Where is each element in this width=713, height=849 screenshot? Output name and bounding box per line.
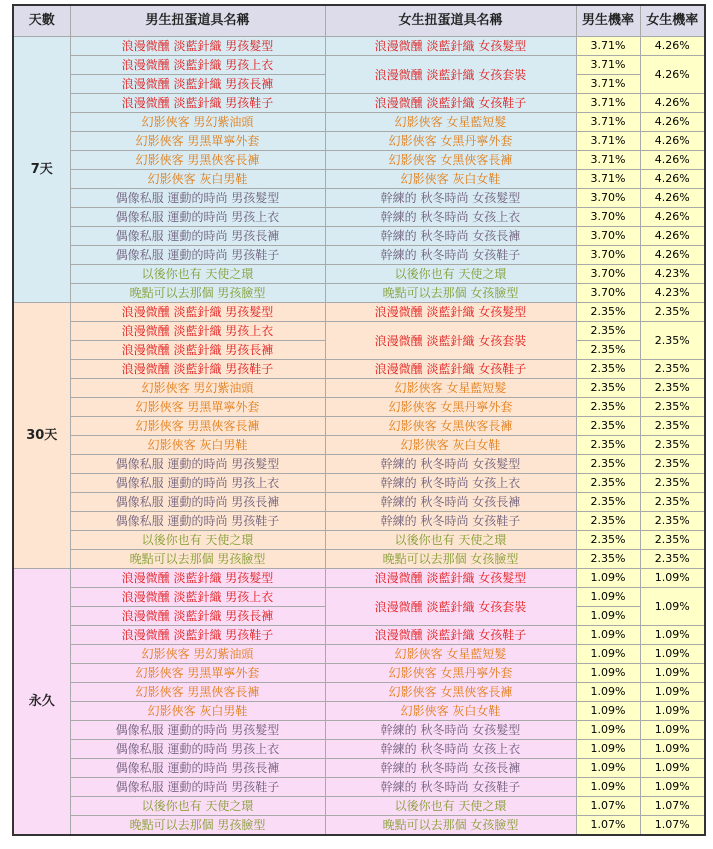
male-rate: 1.09%	[576, 702, 640, 721]
female-rate: 2.35%	[640, 436, 705, 455]
table-row	[13, 550, 705, 569]
table-row	[13, 56, 705, 75]
male-item-name: 幻影俠客 男黑單寧外套	[70, 132, 325, 151]
male-rate: 2.35%	[576, 341, 640, 360]
female-item-name: 幻影俠客 女黑俠客長褲	[325, 151, 576, 170]
female-rate: 2.35%	[640, 493, 705, 512]
male-item-name: 偶像私服 運動的時尚 男孩鞋子	[70, 778, 325, 797]
female-item-name: 浪漫微醺 淡藍針織 女孩套裝	[325, 56, 576, 94]
female-rate: 1.09%	[640, 683, 705, 702]
table-row	[13, 417, 705, 436]
male-rate: 1.09%	[576, 683, 640, 702]
male-rate: 2.35%	[576, 379, 640, 398]
female-item-name: 幻影俠客 女黑丹寧外套	[325, 132, 576, 151]
male-rate: 1.09%	[576, 588, 640, 607]
female-rate: 2.35%	[640, 550, 705, 569]
male-rate: 1.09%	[576, 607, 640, 626]
table-body	[13, 37, 705, 836]
male-item-name: 偶像私服 運動的時尚 男孩鞋子	[70, 512, 325, 531]
table-row	[13, 702, 705, 721]
female-item-name: 晚點可以去那個 女孩臉型	[325, 284, 576, 303]
female-rate: 1.09%	[640, 569, 705, 588]
female-item-name: 浪漫微醺 淡藍針織 女孩髮型	[325, 303, 576, 322]
male-item-name: 以後你也有 天使之環	[70, 797, 325, 816]
male-item-name: 浪漫微醺 淡藍針織 男孩上衣	[70, 56, 325, 75]
table-row	[13, 246, 705, 265]
table-row	[13, 360, 705, 379]
male-item-name: 晚點可以去那個 男孩臉型	[70, 816, 325, 836]
female-rate: 2.35%	[640, 322, 705, 360]
female-item-name: 浪漫微醺 淡藍針織 女孩套裝	[325, 322, 576, 360]
male-rate: 3.71%	[576, 56, 640, 75]
table-row	[13, 284, 705, 303]
female-item-name: 以後你也有 天使之環	[325, 797, 576, 816]
female-item-name: 幹練的 秋冬時尚 女孩長褲	[325, 759, 576, 778]
table-row	[13, 759, 705, 778]
table-row	[13, 37, 705, 56]
female-item-name: 浪漫微醺 淡藍針織 女孩鞋子	[325, 626, 576, 645]
female-rate: 1.09%	[640, 645, 705, 664]
male-item-name: 偶像私服 運動的時尚 男孩上衣	[70, 208, 325, 227]
female-rate: 4.23%	[640, 265, 705, 284]
male-rate: 2.35%	[576, 360, 640, 379]
duration-label: 永久	[13, 569, 70, 836]
table-row	[13, 94, 705, 113]
female-item-name: 晚點可以去那個 女孩臉型	[325, 550, 576, 569]
male-item-name: 浪漫微醺 淡藍針織 男孩鞋子	[70, 94, 325, 113]
male-item-name: 幻影俠客 灰白男鞋	[70, 436, 325, 455]
male-item-name: 偶像私服 運動的時尚 男孩長褲	[70, 227, 325, 246]
female-rate: 1.09%	[640, 759, 705, 778]
male-rate: 3.71%	[576, 37, 640, 56]
female-rate: 4.23%	[640, 284, 705, 303]
header-days: 天數	[13, 5, 70, 37]
male-item-name: 浪漫微醺 淡藍針織 男孩長褲	[70, 607, 325, 626]
male-rate: 1.09%	[576, 645, 640, 664]
table-row	[13, 474, 705, 493]
table-row	[13, 493, 705, 512]
female-item-name: 幻影俠客 女黑俠客長褲	[325, 417, 576, 436]
female-item-name: 浪漫微醺 淡藍針織 女孩髮型	[325, 37, 576, 56]
male-item-name: 幻影俠客 男幻紫油頭	[70, 379, 325, 398]
table-row	[13, 531, 705, 550]
table-row	[13, 379, 705, 398]
female-rate: 4.26%	[640, 113, 705, 132]
female-rate: 4.26%	[640, 208, 705, 227]
male-rate: 3.71%	[576, 132, 640, 151]
table-row	[13, 588, 705, 607]
table-row	[13, 132, 705, 151]
male-rate: 2.35%	[576, 436, 640, 455]
female-item-name: 幻影俠客 灰白女鞋	[325, 170, 576, 189]
female-rate: 4.26%	[640, 94, 705, 113]
table-row	[13, 721, 705, 740]
female-item-name: 浪漫微醺 淡藍針織 女孩鞋子	[325, 360, 576, 379]
male-rate: 3.71%	[576, 113, 640, 132]
female-rate: 2.35%	[640, 474, 705, 493]
male-rate: 3.70%	[576, 227, 640, 246]
male-rate: 3.71%	[576, 75, 640, 94]
table-row	[13, 664, 705, 683]
male-item-name: 偶像私服 運動的時尚 男孩鞋子	[70, 246, 325, 265]
table-row	[13, 797, 705, 816]
table-row	[13, 303, 705, 322]
male-rate: 1.09%	[576, 626, 640, 645]
female-rate: 2.35%	[640, 303, 705, 322]
table-row	[13, 645, 705, 664]
female-rate: 2.35%	[640, 531, 705, 550]
table-row	[13, 398, 705, 417]
female-rate: 1.07%	[640, 816, 705, 836]
table-row	[13, 113, 705, 132]
male-item-name: 偶像私服 運動的時尚 男孩髮型	[70, 455, 325, 474]
table-row	[13, 569, 705, 588]
female-item-name: 幹練的 秋冬時尚 女孩長褲	[325, 493, 576, 512]
male-item-name: 偶像私服 運動的時尚 男孩上衣	[70, 740, 325, 759]
table-row	[13, 778, 705, 797]
female-rate: 2.35%	[640, 512, 705, 531]
male-item-name: 偶像私服 運動的時尚 男孩髮型	[70, 189, 325, 208]
header-female-item: 女生扭蛋道具名稱	[325, 5, 576, 37]
female-item-name: 幹練的 秋冬時尚 女孩髮型	[325, 455, 576, 474]
male-item-name: 幻影俠客 男黑俠客長褲	[70, 417, 325, 436]
female-rate: 2.35%	[640, 360, 705, 379]
female-rate: 1.09%	[640, 778, 705, 797]
male-rate: 1.09%	[576, 721, 640, 740]
header-row	[13, 5, 705, 37]
female-item-name: 幻影俠客 女星藍短髮	[325, 113, 576, 132]
male-item-name: 偶像私服 運動的時尚 男孩長褲	[70, 493, 325, 512]
header-male-item: 男生扭蛋道具名稱	[70, 5, 325, 37]
male-rate: 1.07%	[576, 797, 640, 816]
male-rate: 1.09%	[576, 759, 640, 778]
male-item-name: 偶像私服 運動的時尚 男孩髮型	[70, 721, 325, 740]
female-item-name: 幹練的 秋冬時尚 女孩髮型	[325, 721, 576, 740]
female-item-name: 幹練的 秋冬時尚 女孩長褲	[325, 227, 576, 246]
male-item-name: 浪漫微醺 淡藍針織 男孩長褲	[70, 341, 325, 360]
male-item-name: 浪漫微醺 淡藍針織 男孩髮型	[70, 37, 325, 56]
male-rate: 2.35%	[576, 303, 640, 322]
female-rate: 4.26%	[640, 56, 705, 94]
male-rate: 3.70%	[576, 246, 640, 265]
female-item-name: 幹練的 秋冬時尚 女孩鞋子	[325, 512, 576, 531]
male-rate: 1.09%	[576, 569, 640, 588]
female-rate: 4.26%	[640, 151, 705, 170]
male-rate: 3.70%	[576, 208, 640, 227]
male-rate: 1.07%	[576, 816, 640, 836]
table-row	[13, 626, 705, 645]
table-row	[13, 322, 705, 341]
female-rate: 4.26%	[640, 170, 705, 189]
female-item-name: 浪漫微醺 淡藍針織 女孩套裝	[325, 588, 576, 626]
table-row	[13, 436, 705, 455]
male-item-name: 浪漫微醺 淡藍針織 男孩髮型	[70, 303, 325, 322]
female-item-name: 幻影俠客 女黑俠客長褲	[325, 683, 576, 702]
female-rate: 1.09%	[640, 702, 705, 721]
male-item-name: 浪漫微醺 淡藍針織 男孩長褲	[70, 75, 325, 94]
female-rate: 2.35%	[640, 417, 705, 436]
female-item-name: 幹練的 秋冬時尚 女孩上衣	[325, 208, 576, 227]
male-rate: 1.09%	[576, 740, 640, 759]
female-rate: 2.35%	[640, 398, 705, 417]
female-rate: 1.09%	[640, 721, 705, 740]
female-rate: 4.26%	[640, 227, 705, 246]
male-item-name: 幻影俠客 男幻紫油頭	[70, 645, 325, 664]
male-item-name: 浪漫微醺 淡藍針織 男孩上衣	[70, 322, 325, 341]
male-rate: 1.09%	[576, 664, 640, 683]
male-item-name: 浪漫微醺 淡藍針織 男孩鞋子	[70, 626, 325, 645]
male-item-name: 幻影俠客 男黑俠客長褲	[70, 683, 325, 702]
gacha-probability-table	[12, 4, 706, 836]
table-row	[13, 740, 705, 759]
female-item-name: 以後你也有 天使之環	[325, 531, 576, 550]
male-rate: 2.35%	[576, 474, 640, 493]
male-rate: 1.09%	[576, 778, 640, 797]
female-rate: 2.35%	[640, 455, 705, 474]
male-rate: 3.71%	[576, 151, 640, 170]
table-row	[13, 151, 705, 170]
male-item-name: 浪漫微醺 淡藍針織 男孩髮型	[70, 569, 325, 588]
female-item-name: 幹練的 秋冬時尚 女孩上衣	[325, 740, 576, 759]
table-row	[13, 816, 705, 836]
female-rate: 1.09%	[640, 664, 705, 683]
female-item-name: 幻影俠客 女黑丹寧外套	[325, 398, 576, 417]
table-row	[13, 227, 705, 246]
female-item-name: 浪漫微醺 淡藍針織 女孩髮型	[325, 569, 576, 588]
male-item-name: 晚點可以去那個 男孩臉型	[70, 550, 325, 569]
female-rate: 4.26%	[640, 246, 705, 265]
male-item-name: 幻影俠客 灰白男鞋	[70, 702, 325, 721]
female-rate: 4.26%	[640, 132, 705, 151]
female-item-name: 幹練的 秋冬時尚 女孩鞋子	[325, 246, 576, 265]
male-item-name: 幻影俠客 男幻紫油頭	[70, 113, 325, 132]
male-item-name: 幻影俠客 男黑單寧外套	[70, 664, 325, 683]
male-rate: 2.35%	[576, 455, 640, 474]
female-item-name: 幻影俠客 女黑丹寧外套	[325, 664, 576, 683]
female-item-name: 幻影俠客 灰白女鞋	[325, 702, 576, 721]
header-male-rate: 男生機率	[576, 5, 640, 37]
male-rate: 2.35%	[576, 398, 640, 417]
male-item-name: 幻影俠客 灰白男鞋	[70, 170, 325, 189]
male-item-name: 浪漫微醺 淡藍針織 男孩鞋子	[70, 360, 325, 379]
header-female-rate: 女生機率	[640, 5, 705, 37]
table-row	[13, 512, 705, 531]
female-item-name: 幻影俠客 女星藍短髮	[325, 379, 576, 398]
male-item-name: 偶像私服 運動的時尚 男孩上衣	[70, 474, 325, 493]
female-item-name: 幹練的 秋冬時尚 女孩髮型	[325, 189, 576, 208]
female-rate: 2.35%	[640, 379, 705, 398]
table-row	[13, 170, 705, 189]
female-rate: 1.09%	[640, 740, 705, 759]
male-rate: 3.70%	[576, 265, 640, 284]
table-row	[13, 208, 705, 227]
female-item-name: 幻影俠客 女星藍短髮	[325, 645, 576, 664]
male-item-name: 幻影俠客 男黑俠客長褲	[70, 151, 325, 170]
duration-label: 30天	[13, 303, 70, 569]
male-rate: 2.35%	[576, 493, 640, 512]
male-item-name: 晚點可以去那個 男孩臉型	[70, 284, 325, 303]
male-rate: 2.35%	[576, 550, 640, 569]
male-item-name: 以後你也有 天使之環	[70, 531, 325, 550]
female-rate: 1.09%	[640, 588, 705, 626]
female-item-name: 浪漫微醺 淡藍針織 女孩鞋子	[325, 94, 576, 113]
male-item-name: 偶像私服 運動的時尚 男孩長褲	[70, 759, 325, 778]
female-item-name: 幻影俠客 灰白女鞋	[325, 436, 576, 455]
table-row	[13, 265, 705, 284]
female-item-name: 幹練的 秋冬時尚 女孩上衣	[325, 474, 576, 493]
female-item-name: 幹練的 秋冬時尚 女孩鞋子	[325, 778, 576, 797]
male-rate: 3.70%	[576, 284, 640, 303]
male-item-name: 浪漫微醺 淡藍針織 男孩上衣	[70, 588, 325, 607]
male-rate: 2.35%	[576, 417, 640, 436]
female-item-name: 晚點可以去那個 女孩臉型	[325, 816, 576, 836]
female-item-name: 以後你也有 天使之環	[325, 265, 576, 284]
male-item-name: 以後你也有 天使之環	[70, 265, 325, 284]
male-rate: 3.71%	[576, 170, 640, 189]
duration-label: 7天	[13, 37, 70, 303]
table-row	[13, 455, 705, 474]
male-rate: 2.35%	[576, 531, 640, 550]
male-rate: 2.35%	[576, 512, 640, 531]
male-item-name: 幻影俠客 男黑單寧外套	[70, 398, 325, 417]
table-row	[13, 683, 705, 702]
female-rate: 4.26%	[640, 189, 705, 208]
male-rate: 3.71%	[576, 94, 640, 113]
male-rate: 3.70%	[576, 189, 640, 208]
male-rate: 2.35%	[576, 322, 640, 341]
table-row	[13, 189, 705, 208]
female-rate: 1.09%	[640, 626, 705, 645]
female-rate: 1.07%	[640, 797, 705, 816]
female-rate: 4.26%	[640, 37, 705, 56]
